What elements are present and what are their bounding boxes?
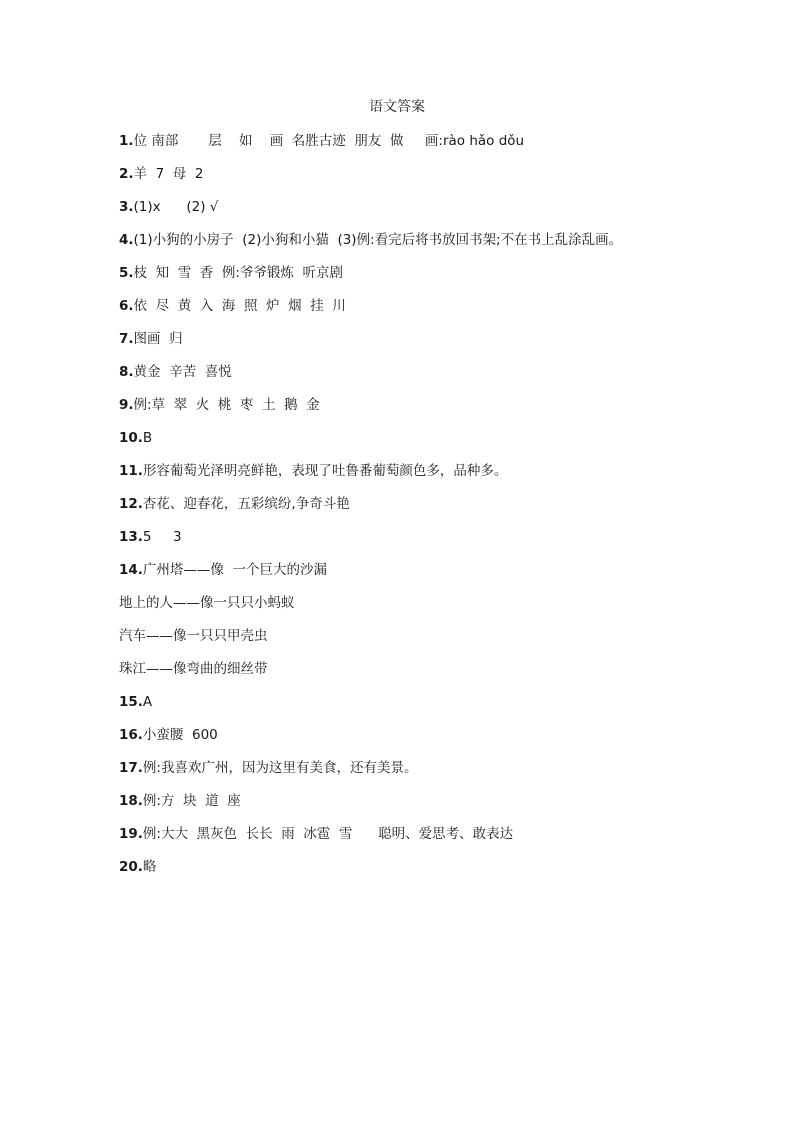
answer-line xyxy=(119,821,759,854)
answer-text: 小蛮腰 600 xyxy=(142,727,218,743)
answer-text: 5 3 xyxy=(142,529,182,545)
answer-number: 4. xyxy=(119,232,134,248)
answer-text: 略 xyxy=(142,859,157,875)
answer-text: 汽车——像一只只甲壳虫 xyxy=(119,628,268,644)
answer-number: 6. xyxy=(119,298,134,314)
answer-line xyxy=(119,689,759,722)
answer-text: 珠江——像弯曲的细丝带 xyxy=(119,661,268,677)
answer-number: 1. xyxy=(119,133,134,149)
answer-line xyxy=(119,194,759,227)
answer-line xyxy=(119,722,759,755)
document-title: 语文答案 xyxy=(369,99,425,115)
answer-line xyxy=(119,260,759,293)
answer-text: 例:方 块 道 座 xyxy=(142,793,241,809)
answer-line xyxy=(119,359,759,392)
answer-text: B xyxy=(142,430,153,446)
answer-line xyxy=(119,293,759,326)
answer-number: 14. xyxy=(119,562,143,578)
answer-number: 20. xyxy=(119,859,143,875)
answer-number: 9. xyxy=(119,397,134,413)
answer-number: 15. xyxy=(119,694,143,710)
answer-number: 5. xyxy=(119,265,134,281)
answer-line xyxy=(119,392,759,425)
answer-number: 17. xyxy=(119,760,143,776)
answer-number: 18. xyxy=(119,793,143,809)
answer-text: 形容葡萄光泽明亮鲜艳，表现了吐鲁番葡萄颜色多，品种多。 xyxy=(142,463,508,479)
answer-line xyxy=(119,458,759,491)
answer-line xyxy=(119,128,759,161)
answer-number: 2. xyxy=(119,166,134,182)
answer-text: 杏花、迎春花，五彩缤纷,争奇斗艳 xyxy=(142,496,350,512)
answer-line xyxy=(119,524,759,557)
answer-line xyxy=(119,854,759,887)
answer-text: 位 南部 层 如 画 名胜古迹 朋友 做 画:rào hǎo dǒu xyxy=(133,133,525,149)
answer-line xyxy=(119,656,759,689)
answer-line xyxy=(119,161,759,194)
answer-number: 3. xyxy=(119,199,134,215)
answer-number: 13. xyxy=(119,529,143,545)
answer-text: 例:大大 黑灰色 长长 雨 冰雹 雪 聪明、爱思考、敢表达 xyxy=(142,826,514,842)
answer-line xyxy=(119,755,759,788)
answer-text: 广州塔——像 一个巨大的沙漏 xyxy=(142,562,328,578)
answer-line xyxy=(119,623,759,656)
answer-text: 羊 7 母 2 xyxy=(133,166,204,182)
answer-line xyxy=(119,227,759,260)
answer-line xyxy=(119,491,759,524)
answer-text: 例:我喜欢广州，因为这里有美食，还有美景。 xyxy=(142,760,418,776)
answer-number: 19. xyxy=(119,826,143,842)
answer-line xyxy=(119,788,759,821)
answer-text: (1)小狗的小房子 (2)小狗和小猫 (3)例:看完后将书放回书架;不在书上乱涂乱画。 xyxy=(133,232,623,248)
answer-line xyxy=(119,425,759,458)
answer-line xyxy=(119,590,759,623)
answer-number: 10. xyxy=(119,430,143,446)
answer-text: 例:草 翠 火 桃 枣 土 鹅 金 xyxy=(133,397,320,413)
answer-text: (1)x (2) √ xyxy=(133,199,219,215)
answer-line xyxy=(119,557,759,590)
answer-text: 黄金 辛苦 喜悦 xyxy=(133,364,232,380)
answer-text: 依 尽 黄 入 海 照 炉 烟 挂 川 xyxy=(133,298,346,314)
answer-number: 11. xyxy=(119,463,143,479)
answer-number: 12. xyxy=(119,496,143,512)
answer-list xyxy=(119,128,759,887)
answer-line xyxy=(119,326,759,359)
answer-number: 7. xyxy=(119,331,134,347)
answer-text: 图画 归 xyxy=(133,331,183,347)
answer-text: 枝 知 雪 香 例:爷爷锻炼 听京剧 xyxy=(133,265,343,281)
answer-number: 16. xyxy=(119,727,143,743)
answer-text: A xyxy=(142,694,153,710)
answer-number: 8. xyxy=(119,364,134,380)
answer-text: 地上的人——像一只只小蚂蚁 xyxy=(119,595,295,611)
